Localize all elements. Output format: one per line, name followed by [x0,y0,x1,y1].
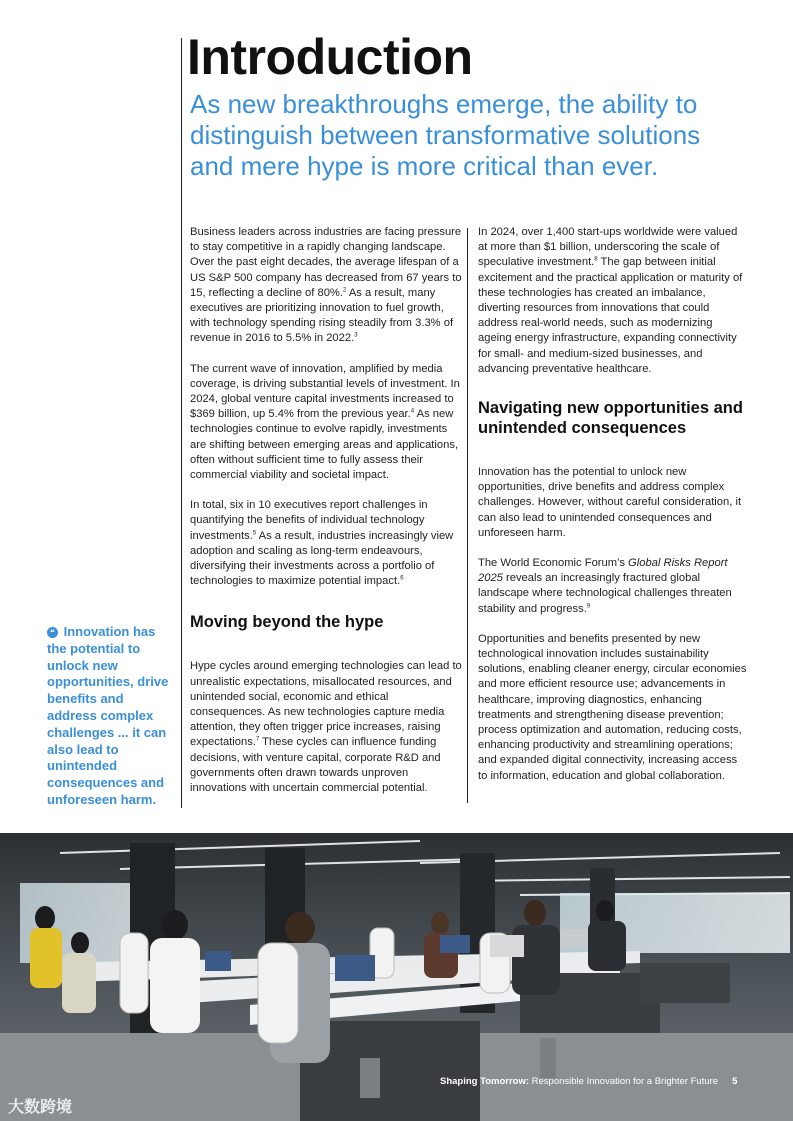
left-column [190,225,462,811]
pull-quote-text: Innovation has the potential to unlock new opportunities, drive benefits and address complex challenges ... it can also lead to unintended consequences and unforeseen harm. [47,624,169,807]
paragraph: In total, six in 10 executives report challenges in quantifying the benefits of individual technology investments.$^5$ As a result, industries increasingly view adoption and scaling as long-term endeavours, diversifying their investments across a portfolio of technologies to maximize potential impact.$^6$ [190,499,454,588]
pull-quote [47,624,172,809]
section-heading-opportunities: Navigating new opportunities and unintended consequences [478,399,743,438]
paragraph: Innovation has the potential to unlock new opportunities, drive benefits and address complex challenges. However, without careful consideration, it can also lead to unintended consequences and unforeseen harm. [478,466,742,539]
paragraph: The current wave of innovation, amplified by media coverage, is driving substantial levels of investment. In 2024, global venture capital investments increased to $369 billion, up 5.4% from the previous year.$^4$ As new technologies continue to evolve rapidly, investments are shifting between emerging areas and applications, often without sufficient time to fully assess their commercial viability and societal impact. [190,362,460,482]
footer-subtitle: Responsible Innovation for a Brighter Future [529,1076,719,1087]
middle-column-rule [467,228,468,803]
page-number: 5 [732,1076,738,1087]
quote-icon: ❝ [47,627,58,638]
paragraph: Business leaders across industries are facing pressure to stay competitive in a rapidly changing landscape. Over the past eight decades, the average lifespan of a US S&P 500 company has decreased from 67 years to 15, reflecting a decline of 80%.$^2$ As a result, many executives are prioritizing innovation to fuel growth, with technology spending rising steadily from 3.3% of revenue in 2016 to 5.5% in 2022.$^3$ [190,226,462,345]
footer-brand: Shaping Tomorrow: [440,1076,530,1087]
watermark: 大数跨境 [8,1099,73,1116]
page-footer [440,1076,737,1087]
paragraph: The World Economic Forum’s Global Risks Report 2025 reveals an increasingly fractured global landscape where technological challenges threaten stability and progress.$^9$ [478,557,732,615]
paragraph: Opportunities and benefits presented by new technological innovation includes sustainability solutions, enabling cleaner energy, circular economies and more efficient resource use; advancements in healthcare, improving diagnostics, enhancing treatments and strengthening disease prevention; process optimization and automation, reducing costs, enhancing productivity and streamlining operations; and expanded digital connectivity, increasing access to information, education and global collaboration. [478,632,747,782]
lede-text: As new breakthroughs emerge, the ability to distinguish between transformative solutions and mere hype is more critical than ever. [190,89,701,181]
left-column-rule [181,38,182,808]
right-column [478,225,748,799]
paragraph: In 2024, over 1,400 start-ups worldwide were valued at more than $1 billion, underscoring the scale of speculative investment.$^8$ The gap between initial excitement and the practical application or maturity of these technologies has created an imbalance, diverting resources from innovations that could address real-world needs, such as modernizing ageing energy infrastructure, expanding connectivity for small- and medium-sized businesses, and advancing preventative healthcare. [478,226,743,375]
section-heading-hype: Moving beyond the hype [190,613,384,632]
paragraph: Hype cycles around emerging technologies can lead to unrealistic expectations, misallocated resources, and unintended social, economic and ethical consequences. As new technologies capture media attention, they often trigger price increases, raising expectations.$^7$ These cycles can influence funding decisions, with venture capital, corporate R&D and governments often drawn towards unproven innovations with uncertain commercial potential. [190,660,462,795]
page-title: Introduction [187,29,473,85]
